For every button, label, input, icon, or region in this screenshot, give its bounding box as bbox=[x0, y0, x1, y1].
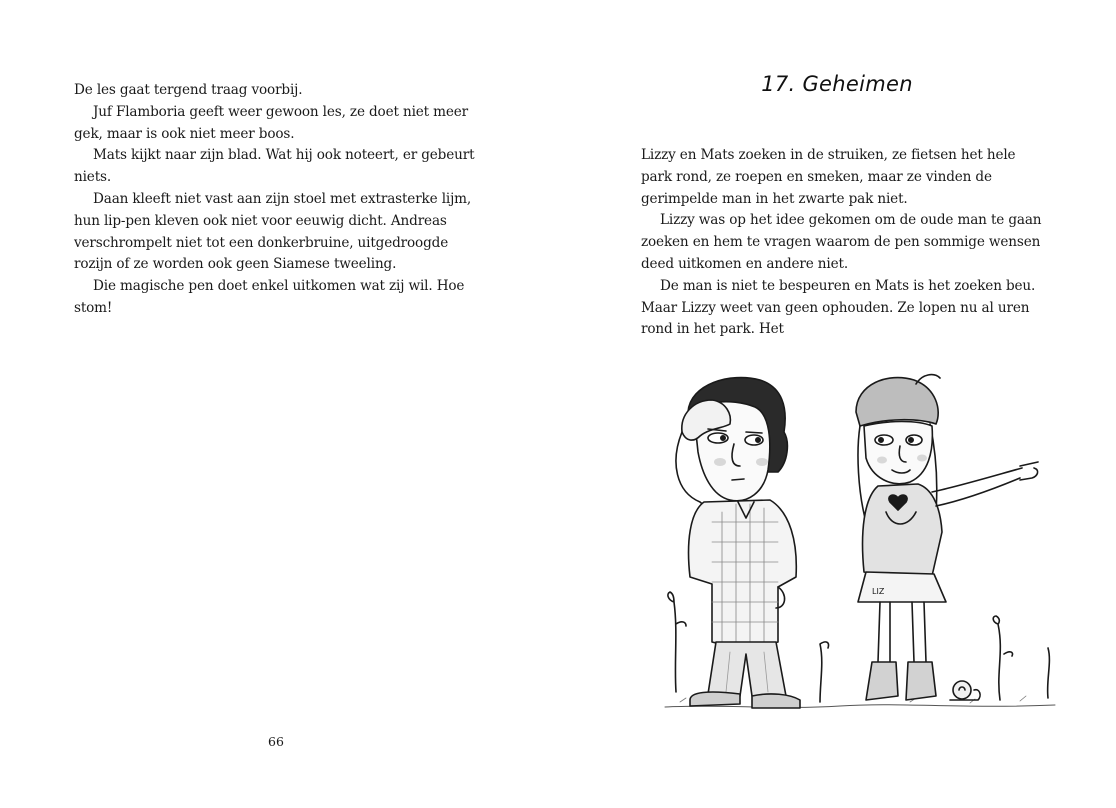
sprout bbox=[1048, 648, 1050, 698]
right-page bbox=[558, 0, 1116, 808]
page-number: 66 bbox=[268, 734, 284, 749]
chapter-title: 17. Geheimen bbox=[761, 72, 913, 96]
shirt-text: LIZ bbox=[872, 587, 885, 596]
paragraph: Die magische pen doet enkel uitkomen wat zij wil. Hoe stom! bbox=[74, 278, 465, 316]
paragraph: Lizzy en Mats zoeken in de struiken, ze fietsen het hele park rond, ze roepen en smeken, maar ze vinden de gerimpelde man in het zwarte pak niet. bbox=[641, 147, 1016, 207]
paragraph: De man is niet te bespeuren en Mats is het zoeken beu. Maar Lizzy weet van geen ophouden. Ze lopen nu al uren rond in het park. Het bbox=[641, 277, 1036, 338]
paragraph: Daan kleeft niet vast aan zijn stoel met extrasterke lijm, hun lip-pen kleven ook niet voor eeuwig dicht. Andreas verschrompelt niet tot een donkerbruine, uitgedroogde rozijn of ze worden ook geen Siamese tweeling. bbox=[74, 190, 472, 273]
right-page-text bbox=[641, 145, 1049, 341]
sprout bbox=[820, 642, 829, 702]
paragraph: Mats kijkt naar zijn blad. Wat hij ook noteert, er gebeurt niets. bbox=[74, 147, 475, 186]
left-page-text bbox=[74, 80, 484, 320]
paragraph: Juf Flamboria geeft weer gewoon les, ze doet niet meer gek, maar is ook niet meer boos. bbox=[74, 103, 469, 142]
paragraph: De les gaat tergend traag voorbij. bbox=[74, 82, 303, 98]
sprout bbox=[668, 592, 686, 692]
sprout bbox=[993, 616, 1012, 700]
illustration bbox=[660, 362, 1060, 722]
boy-figure bbox=[676, 378, 800, 708]
snail-drawing bbox=[950, 681, 980, 700]
paragraph: Lizzy was op het idee gekomen om de oude man te gaan zoeken en hem te vragen waarom de pen sommige wensen deed uitkomen en andere niet. bbox=[641, 212, 1042, 272]
